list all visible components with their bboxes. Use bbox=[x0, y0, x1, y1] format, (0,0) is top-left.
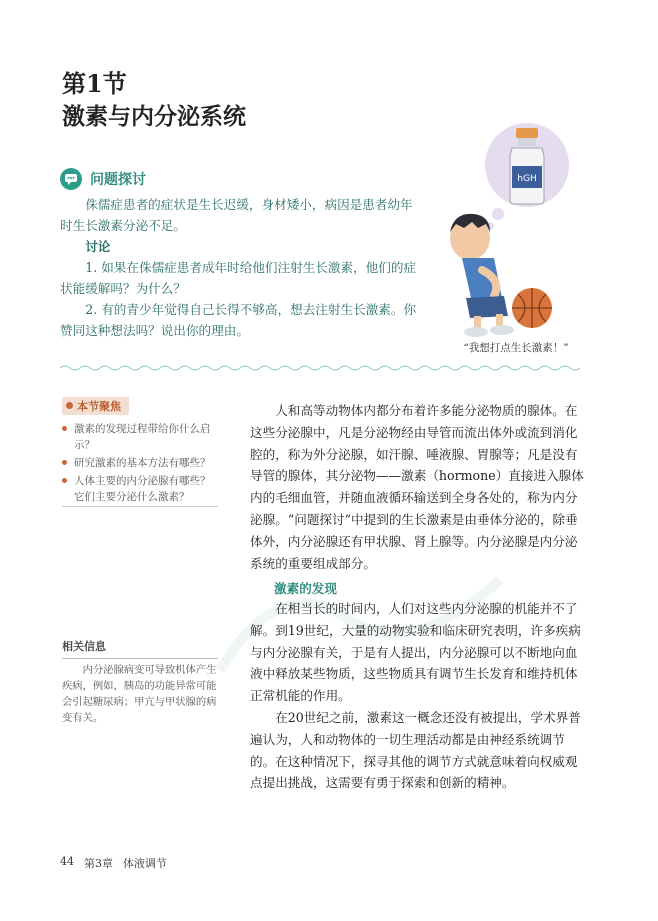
chat-bubble-icon bbox=[60, 168, 82, 190]
related-info-label: 相关信息 bbox=[62, 638, 218, 659]
page-number: 44 bbox=[60, 855, 74, 868]
main-body bbox=[250, 400, 590, 574]
related-info-text: 内分泌腺病变可导致机体产生疾病，例如，胰岛的功能异常可能会引起糖尿病；甲亢与甲状腺的病变有关。 bbox=[62, 664, 217, 724]
section-title: 激素与内分泌系统 bbox=[62, 103, 246, 130]
focus-divider bbox=[62, 506, 218, 507]
bottle-label: hGH bbox=[517, 174, 537, 184]
focus-item: 激素的发现过程带给你什么启示？ bbox=[62, 421, 218, 453]
focus-item: 研究激素的基本方法有哪些？ bbox=[62, 455, 218, 471]
discussion-header bbox=[60, 168, 146, 190]
discussion-intro: 侏儒症患者的症状是生长迟缓，身材矮小，病因是患者幼年时生长激素分泌不足。 bbox=[60, 197, 413, 233]
discussion-sub-label: 讨论 bbox=[85, 239, 111, 254]
discussion-question-1: 1. 如果在侏儒症患者成年时给他们注射生长激素，他们的症状能缓解吗？为什么？ bbox=[60, 260, 417, 296]
focus-tag bbox=[62, 397, 129, 415]
discussion-body bbox=[60, 194, 420, 341]
focus-dot-icon bbox=[66, 402, 73, 409]
related-info-body bbox=[62, 662, 218, 726]
boy-illustration bbox=[432, 120, 582, 338]
focus-label: 本节聚焦 bbox=[77, 399, 121, 413]
main-paragraph-3: 在20世纪之前，激素这一概念还没有被提出，学术界普遍认为，人和动物体的一切生理活动都是由神经系统调节的。在这种情况下，探寻其他的调节方式就意味着向权威观点提出挑战，这需要有勇于探索和创新的精神。 bbox=[250, 709, 581, 791]
discussion-question-2: 2. 有的青少年觉得自己长得不够高，想去注射生长激素。你赞同这种想法吗？说出你的理由。 bbox=[60, 302, 417, 338]
illustration-caption: “我想打点生长激素！” bbox=[463, 342, 569, 354]
main-paragraph-2: 在相当长的时间内，人们对这些内分泌腺的机能并不了解。到19世纪，大量的动物实验和临床研究表明，许多疾病与内分泌腺有关，于是有人提出，内分泌腺可以不断地向血液中释放某些物质，这些物质具有调节生长发育和维持机体正常机能的作用。 bbox=[250, 601, 581, 704]
chapter-title: 体液调节 bbox=[123, 857, 167, 870]
section-divider bbox=[60, 364, 580, 372]
section-number: 第1节 bbox=[62, 69, 127, 98]
subheading-hormone-discovery: 激素的发现 bbox=[274, 581, 337, 596]
main-paragraph-1: 人和高等动物体内都分布着许多能分泌物质的腺体。在这些分泌腺中，凡是分泌物经由导管而流出体外或流到消化腔的，称为外分泌腺，如汗腺、唾液腺、胃腺等；凡是没有导管的腺体，其分泌物——激素（hormone）直接进入腺体内的毛细血管，并随血液循环输送到全身各处的，称为内分泌腺。“问题探讨”中提到的生长激素是由垂体分泌的，除垂体外，内分泌腺还有甲状腺、肾上腺等。内分泌腺是内分泌系统的重要组成部分。 bbox=[250, 403, 584, 571]
focus-item: 人体主要的内分泌腺有哪些？它们主要分泌什么激素？ bbox=[62, 473, 218, 505]
main-body-2 bbox=[250, 598, 590, 794]
focus-list bbox=[62, 421, 218, 505]
focus-box bbox=[62, 394, 218, 507]
discussion-label: 问题探讨 bbox=[90, 172, 146, 188]
chapter-number: 第3章 bbox=[84, 857, 113, 870]
page-footer bbox=[60, 855, 167, 871]
